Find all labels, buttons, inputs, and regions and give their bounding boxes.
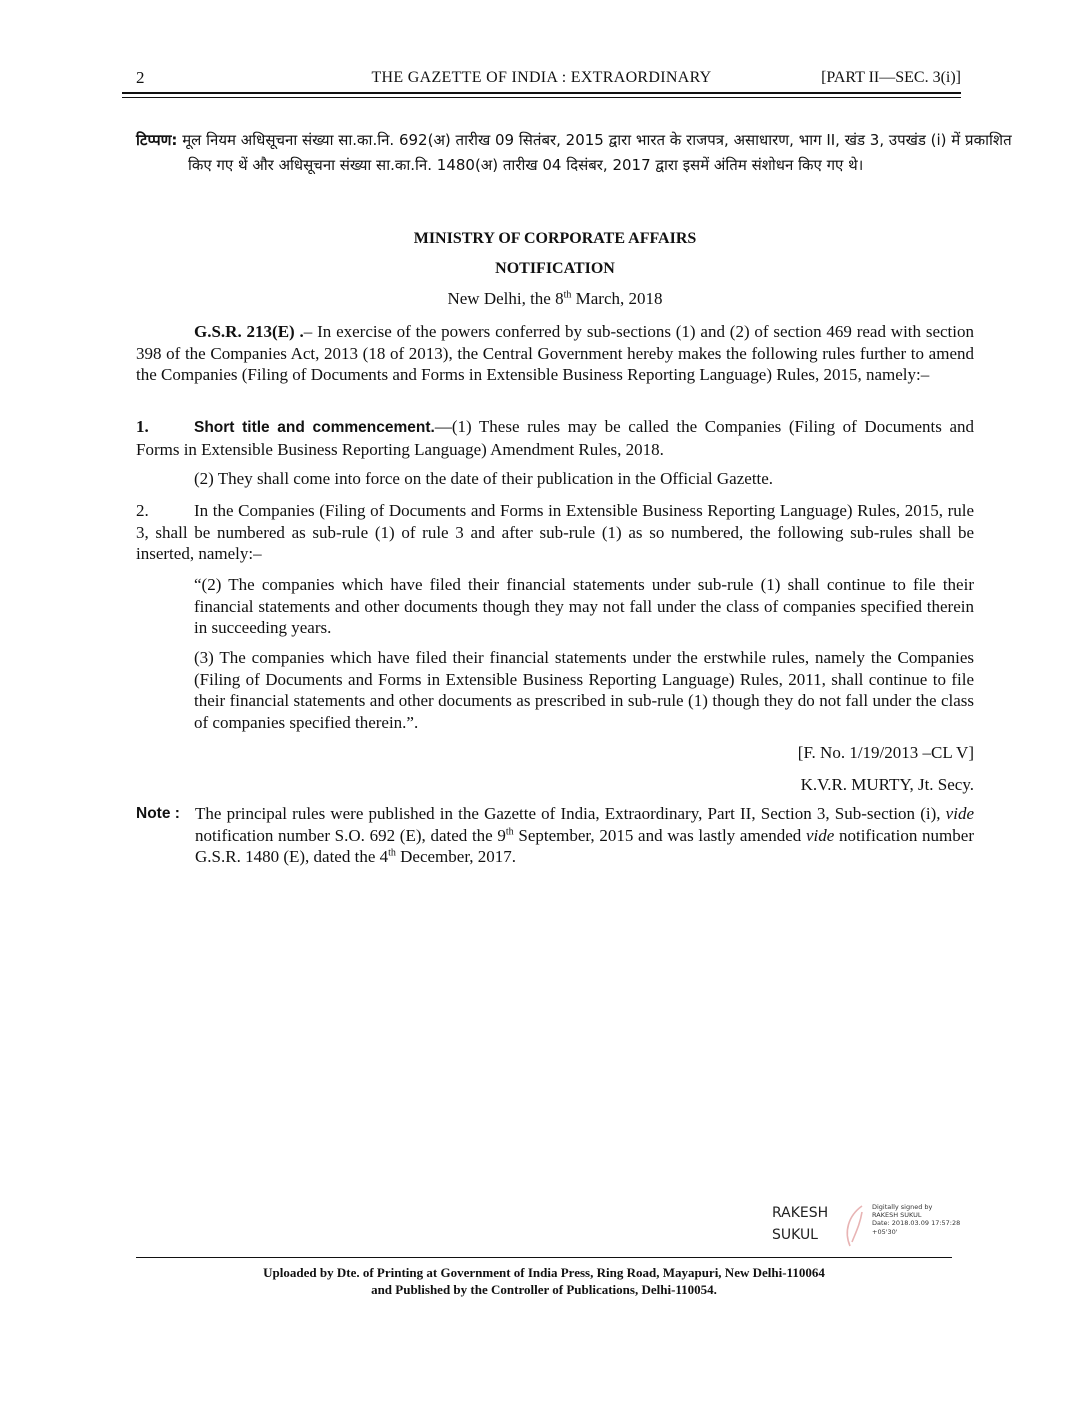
rule-2-text: In the Companies (Filing of Documents and Forms in Extensible Business Reporting Language) Rules, 2015, rule 3, shall be numbered as sub-rule (1) of rule 3 and after sub-rule (1) as so numbered, the following sub-rules shall be inserted, namely:– (136, 501, 974, 563)
gsr-text: – In exercise of the powers conferred by sub-sections (1) and (2) of section 469 read with section 398 of the Companies Act, 2013 (18 of 2013), the Central Government hereby makes the following rules further to amend the Companies (Filing of Documents and Forms in Extensible Business Reporting Language) Rules, 2015, namely:– (136, 322, 974, 384)
page-number: 2 (136, 68, 145, 87)
signatory: K.V.R. MURTY, Jt. Secy. (800, 775, 974, 794)
rule-1-number: 1. (136, 417, 149, 436)
gsr-paragraph (136, 321, 974, 386)
inserted-sub-rule-2: “(2) The companies which have filed their financial statements under sub-rule (1) shall continue to file their financial statements and other documents though they may not fall under the class of companies specified therein in succeeding years. (194, 575, 974, 637)
notification-heading: NOTIFICATION (495, 260, 615, 277)
publication-footer (136, 1264, 952, 1298)
header-rule-thick (122, 92, 961, 94)
dateline: New Delhi, the 8th March, 2018 (447, 289, 663, 308)
hindi-note-text: मूल नियम अधिसूचना संख्या सा.का.नि. 692(अ) तारीख 09 सितंबर, 2015 द्वारा भारत के राजपत्र, असाधारण, भाग II, खंड 3, उपखंड (i) में प्रकाशित किए गए थें और अधिसूचना संख्या सा.का.नि. 1480(अ) तारीख 04 दिसंबर, 2017 द्वारा इसमें अंतिम संशोधन किए गए थे। (177, 131, 1012, 174)
rule-1-heading: Short title and commencement. (194, 419, 435, 436)
note-text: The principal rules were published in the Gazette of India, Extraordinary, Part II, Section 3, Sub-section (i), vide notification number S.O. 692 (E), dated the 9th September, 2015 and was lastly amended vide notification number G.S.R. 1480 (E), dated the 4th December, 2017. (195, 804, 974, 866)
gazette-title: THE GAZETTE OF INDIA : EXTRAORDINARY (371, 69, 712, 86)
file-number: [F. No. 1/19/2013 –CL V] (797, 743, 974, 762)
part-section: [PART II—SEC. 3(i)] (821, 69, 961, 86)
rule-2-number: 2. (136, 501, 149, 520)
footer-rule (136, 1257, 952, 1258)
gsr-number: G.S.R. 213(E) . (194, 322, 304, 341)
note-label: Note : (136, 805, 180, 822)
rule-1-text: —(1) These rules may be called the Companies (Filing of Documents and Forms in Extensible Business Reporting Language) Amendment Rules, 2018. (136, 417, 974, 459)
rule-1 (136, 416, 974, 460)
header-rule-thin (122, 97, 961, 98)
gazette-header (122, 66, 961, 92)
rule-1-sub-2: (2) They shall come into force on the date of their publication in the Official Gazette. (194, 469, 774, 488)
footer-line-1: Uploaded by Dte. of Printing at Government of India Press, Ring Road, Mayapuri, New Delhi-110064 (263, 1265, 825, 1280)
digital-signature-stamp (772, 1202, 982, 1252)
footer-line-2: and Published by the Controller of Publications, Delhi-110054. (371, 1282, 717, 1297)
note-block (136, 803, 974, 868)
inserted-sub-rule-3: (3) The companies which have filed their financial statements under the erstwhile rules, namely the Companies (Filing of Documents and Forms in Extensible Business Reporting Language) Rules, 2011, shall continue to file their financial statements and other documents as prescribed in sub-rule (1) though they do not fall under the class of companies specified therein.”. (194, 648, 974, 732)
hindi-note (136, 128, 1026, 178)
signature-mark-icon (840, 1202, 870, 1250)
signer-name: RAKESH SUKUL (772, 1205, 829, 1243)
rule-2 (136, 500, 974, 565)
hindi-note-label: टिप्पण: (136, 131, 178, 149)
signature-details: Digitally signed by RAKESH SUKUL Date: 2018.03.09 17:57:28 +05'30' (872, 1203, 961, 1236)
ministry-name: MINISTRY OF CORPORATE AFFAIRS (413, 230, 697, 247)
